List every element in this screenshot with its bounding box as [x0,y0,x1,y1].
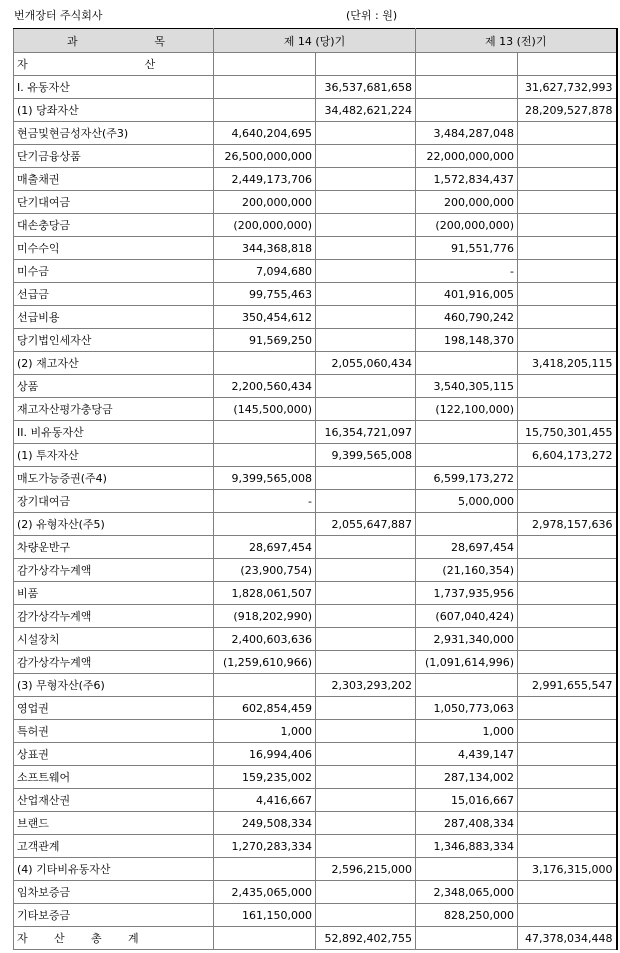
table-row [14,122,617,145]
current-detail-amount [214,99,316,122]
prior-detail-amount: 3,484,287,048 [416,122,518,145]
prior-total-amount: 3,176,315,000 [518,858,617,881]
table-row [14,467,617,490]
current-detail-amount: 2,435,065,000 [214,881,316,904]
empty-cell [214,53,316,76]
current-total-amount: 2,055,647,887 [316,513,416,536]
current-total-amount [316,398,416,421]
current-total-amount [316,260,416,283]
table-row [14,720,617,743]
prior-detail-amount [416,352,518,375]
empty-cell [416,927,518,950]
current-total-amount: 34,482,621,224 [316,99,416,122]
row-label: 감가상각누계액 [14,559,214,582]
section-title-left: 자 [17,58,28,71]
table-row [14,283,617,306]
row-label: 선급금 [14,283,214,306]
prior-detail-amount: 198,148,370 [416,329,518,352]
current-detail-amount: (23,900,754) [214,559,316,582]
current-total-amount [316,720,416,743]
prior-detail-amount: 15,016,667 [416,789,518,812]
current-detail-amount: 344,368,818 [214,237,316,260]
table-row [14,766,617,789]
table-row [14,582,617,605]
prior-detail-amount: 91,551,776 [416,237,518,260]
prior-total-amount: 2,991,655,547 [518,674,617,697]
table-row [14,605,617,628]
empty-cell [316,53,416,76]
prior-total-amount [518,605,617,628]
company-name: 번개장터 주식회사 [14,9,103,22]
current-detail-amount: (145,500,000) [214,398,316,421]
prior-detail-amount [416,858,518,881]
current-detail-amount: 1,000 [214,720,316,743]
table-row [14,444,617,467]
prior-total-amount [518,214,617,237]
table-row [14,191,617,214]
row-label: 재고자산평가충당금 [14,398,214,421]
row-label: 상품 [14,375,214,398]
current-total-amount [316,168,416,191]
row-label: 비품 [14,582,214,605]
prior-detail-amount: - [416,260,518,283]
table-row [14,421,617,444]
current-detail-amount: 99,755,463 [214,283,316,306]
prior-grand-total: 47,378,034,448 [518,927,617,950]
section-title-row [14,53,617,76]
current-detail-amount: 28,697,454 [214,536,316,559]
table-row [14,375,617,398]
row-label: 산업재산권 [14,789,214,812]
table-row [14,329,617,352]
prior-detail-amount: 2,348,065,000 [416,881,518,904]
unit-label: (단위 : 원) [346,9,398,22]
row-label: 상표권 [14,743,214,766]
current-total-amount [316,237,416,260]
prior-detail-amount: (21,160,354) [416,559,518,582]
table-row [14,214,617,237]
row-label: (3) 무형자산(주6) [14,674,214,697]
current-total-amount [316,306,416,329]
prior-total-amount [518,812,617,835]
current-total-amount [316,145,416,168]
table-header-row [14,29,617,53]
table-row [14,858,617,881]
current-total-amount [316,214,416,237]
prior-total-amount [518,536,617,559]
current-detail-amount: - [214,490,316,513]
table-body [14,53,617,950]
current-detail-amount: 91,569,250 [214,329,316,352]
prior-total-amount [518,145,617,168]
prior-detail-amount: (1,091,614,996) [416,651,518,674]
current-detail-amount: 9,399,565,008 [214,467,316,490]
prior-detail-amount [416,674,518,697]
current-total-amount [316,283,416,306]
prior-detail-amount: (200,000,000) [416,214,518,237]
column-header-subject [14,29,214,53]
prior-total-amount [518,490,617,513]
row-label: 차량운반구 [14,536,214,559]
current-detail-amount: 2,200,560,434 [214,375,316,398]
current-detail-amount: 4,640,204,695 [214,122,316,145]
current-detail-amount: 249,508,334 [214,812,316,835]
current-total-amount: 36,537,681,658 [316,76,416,99]
current-total-amount [316,375,416,398]
prior-detail-amount [416,99,518,122]
current-total-amount [316,651,416,674]
prior-detail-amount: 460,790,242 [416,306,518,329]
prior-detail-amount: 1,000 [416,720,518,743]
current-total-amount [316,789,416,812]
current-detail-amount: 16,994,406 [214,743,316,766]
current-detail-amount [214,76,316,99]
row-label: (2) 유형자산(주5) [14,513,214,536]
empty-cell [416,53,518,76]
current-detail-amount [214,674,316,697]
row-label: (2) 재고자산 [14,352,214,375]
table-row [14,812,617,835]
prior-total-amount [518,720,617,743]
current-total-amount [316,536,416,559]
current-detail-amount: 2,400,603,636 [214,628,316,651]
prior-total-amount: 28,209,527,878 [518,99,617,122]
current-total-amount: 9,399,565,008 [316,444,416,467]
current-detail-amount: 602,854,459 [214,697,316,720]
row-label: 미수수익 [14,237,214,260]
balance-sheet-table [13,28,618,950]
table-row [14,881,617,904]
table-row [14,398,617,421]
row-label: 대손충당금 [14,214,214,237]
table-row [14,628,617,651]
prior-total-amount [518,697,617,720]
total-row [14,927,617,950]
prior-detail-amount [416,444,518,467]
prior-detail-amount: 2,931,340,000 [416,628,518,651]
current-detail-amount: (918,202,990) [214,605,316,628]
table-row [14,490,617,513]
table-row [14,697,617,720]
prior-detail-amount: 1,737,935,956 [416,582,518,605]
prior-detail-amount: 287,408,334 [416,812,518,835]
prior-total-amount [518,766,617,789]
prior-total-amount [518,467,617,490]
table-row [14,168,617,191]
row-label: 감가상각누계액 [14,605,214,628]
row-label: 현금및현금성자산(주3) [14,122,214,145]
row-label: 매출채권 [14,168,214,191]
column-header-prior-period: 제 13 (전)기 [416,29,617,53]
row-label: 당기법인세자산 [14,329,214,352]
current-detail-amount: 1,828,061,507 [214,582,316,605]
prior-total-amount [518,582,617,605]
subject-header-right: 목 [154,34,165,48]
current-total-amount [316,904,416,927]
current-total-amount: 2,055,060,434 [316,352,416,375]
prior-total-amount [518,168,617,191]
table-row [14,651,617,674]
table-row [14,306,617,329]
column-header-current-period: 제 14 (당)기 [214,29,416,53]
prior-total-amount [518,398,617,421]
table-row [14,904,617,927]
table-row [14,835,617,858]
prior-total-amount [518,651,617,674]
current-total-amount [316,697,416,720]
prior-total-amount [518,375,617,398]
current-detail-amount: 1,270,283,334 [214,835,316,858]
current-detail-amount: 350,454,612 [214,306,316,329]
prior-detail-amount: 1,572,834,437 [416,168,518,191]
prior-total-amount [518,904,617,927]
current-detail-amount: 7,094,680 [214,260,316,283]
prior-detail-amount: 1,050,773,063 [416,697,518,720]
table-row [14,559,617,582]
current-detail-amount: (200,000,000) [214,214,316,237]
current-total-amount [316,122,416,145]
current-total-amount [316,812,416,835]
prior-total-amount [518,881,617,904]
prior-detail-amount: 3,540,305,115 [416,375,518,398]
prior-total-amount: 2,978,157,636 [518,513,617,536]
current-total-amount [316,605,416,628]
current-total-amount: 16,354,721,097 [316,421,416,444]
prior-total-amount [518,835,617,858]
current-total-amount [316,467,416,490]
row-label: 단기금융상품 [14,145,214,168]
prior-detail-amount: 200,000,000 [416,191,518,214]
prior-detail-amount: 5,000,000 [416,490,518,513]
prior-detail-amount: 4,439,147 [416,743,518,766]
current-total-amount [316,490,416,513]
current-detail-amount: 2,449,173,706 [214,168,316,191]
row-label: (4) 기타비유동자산 [14,858,214,881]
prior-detail-amount [416,513,518,536]
table-row [14,76,617,99]
prior-total-amount [518,283,617,306]
prior-detail-amount: 6,599,173,272 [416,467,518,490]
prior-total-amount [518,743,617,766]
current-detail-amount [214,858,316,881]
row-label: 선급비용 [14,306,214,329]
current-detail-amount [214,444,316,467]
current-detail-amount: 159,235,002 [214,766,316,789]
prior-total-amount [518,329,617,352]
total-label [14,927,214,950]
empty-cell [214,927,316,950]
row-label: 특허권 [14,720,214,743]
prior-total-amount [518,191,617,214]
current-total-amount [316,743,416,766]
current-total-amount [316,191,416,214]
prior-total-amount [518,260,617,283]
row-label: 임차보증금 [14,881,214,904]
row-label: 단기대여금 [14,191,214,214]
current-detail-amount: 200,000,000 [214,191,316,214]
current-total-amount: 2,303,293,202 [316,674,416,697]
table-row [14,352,617,375]
prior-total-amount [518,306,617,329]
current-total-amount [316,881,416,904]
total-label-char: 계 [128,932,139,945]
current-total-amount [316,559,416,582]
table-row [14,260,617,283]
row-label: 고객관계 [14,835,214,858]
table-row [14,743,617,766]
prior-total-amount: 31,627,732,993 [518,76,617,99]
row-label: 소프트웨어 [14,766,214,789]
row-label: 시설장치 [14,628,214,651]
current-total-amount [316,835,416,858]
row-label: 매도가능증권(주4) [14,467,214,490]
prior-total-amount [518,559,617,582]
current-detail-amount [214,421,316,444]
current-detail-amount: 26,500,000,000 [214,145,316,168]
current-detail-amount: 161,150,000 [214,904,316,927]
current-grand-total: 52,892,402,755 [316,927,416,950]
prior-total-amount: 15,750,301,455 [518,421,617,444]
prior-total-amount: 6,604,173,272 [518,444,617,467]
prior-detail-amount: 28,697,454 [416,536,518,559]
table-row [14,513,617,536]
total-label-char: 총 [91,932,102,945]
row-label: 장기대여금 [14,490,214,513]
subject-header-left: 과 [67,34,78,48]
current-total-amount [316,628,416,651]
table-row [14,536,617,559]
prior-detail-amount [416,76,518,99]
table-row [14,237,617,260]
prior-detail-amount: 401,916,005 [416,283,518,306]
prior-total-amount [518,789,617,812]
table-row [14,145,617,168]
empty-cell [518,53,617,76]
section-title-right: 산 [144,58,156,71]
prior-detail-amount: 828,250,000 [416,904,518,927]
row-label: 영업권 [14,697,214,720]
section-title-cell [14,53,214,76]
prior-detail-amount [416,421,518,444]
current-total-amount [316,766,416,789]
prior-total-amount [518,237,617,260]
table-row [14,99,617,122]
table-row [14,789,617,812]
current-detail-amount [214,352,316,375]
prior-detail-amount: 22,000,000,000 [416,145,518,168]
prior-detail-amount: (607,040,424) [416,605,518,628]
current-total-amount [316,582,416,605]
row-label: 미수금 [14,260,214,283]
table-row [14,674,617,697]
row-label: 기타보증금 [14,904,214,927]
prior-detail-amount: (122,100,000) [416,398,518,421]
prior-total-amount: 3,418,205,115 [518,352,617,375]
total-label-char: 자 [17,932,28,945]
row-label: 감가상각누계액 [14,651,214,674]
current-total-amount: 2,596,215,000 [316,858,416,881]
current-detail-amount [214,513,316,536]
total-label-char: 산 [54,932,65,945]
row-label: 브랜드 [14,812,214,835]
prior-total-amount [518,122,617,145]
row-label: II. 비유동자산 [14,421,214,444]
current-detail-amount: (1,259,610,966) [214,651,316,674]
prior-total-amount [518,628,617,651]
row-label: (1) 투자자산 [14,444,214,467]
prior-detail-amount: 1,346,883,334 [416,835,518,858]
prior-detail-amount: 287,134,002 [416,766,518,789]
row-label: (1) 당좌자산 [14,99,214,122]
current-detail-amount: 4,416,667 [214,789,316,812]
current-total-amount [316,329,416,352]
row-label: I. 유동자산 [14,76,214,99]
